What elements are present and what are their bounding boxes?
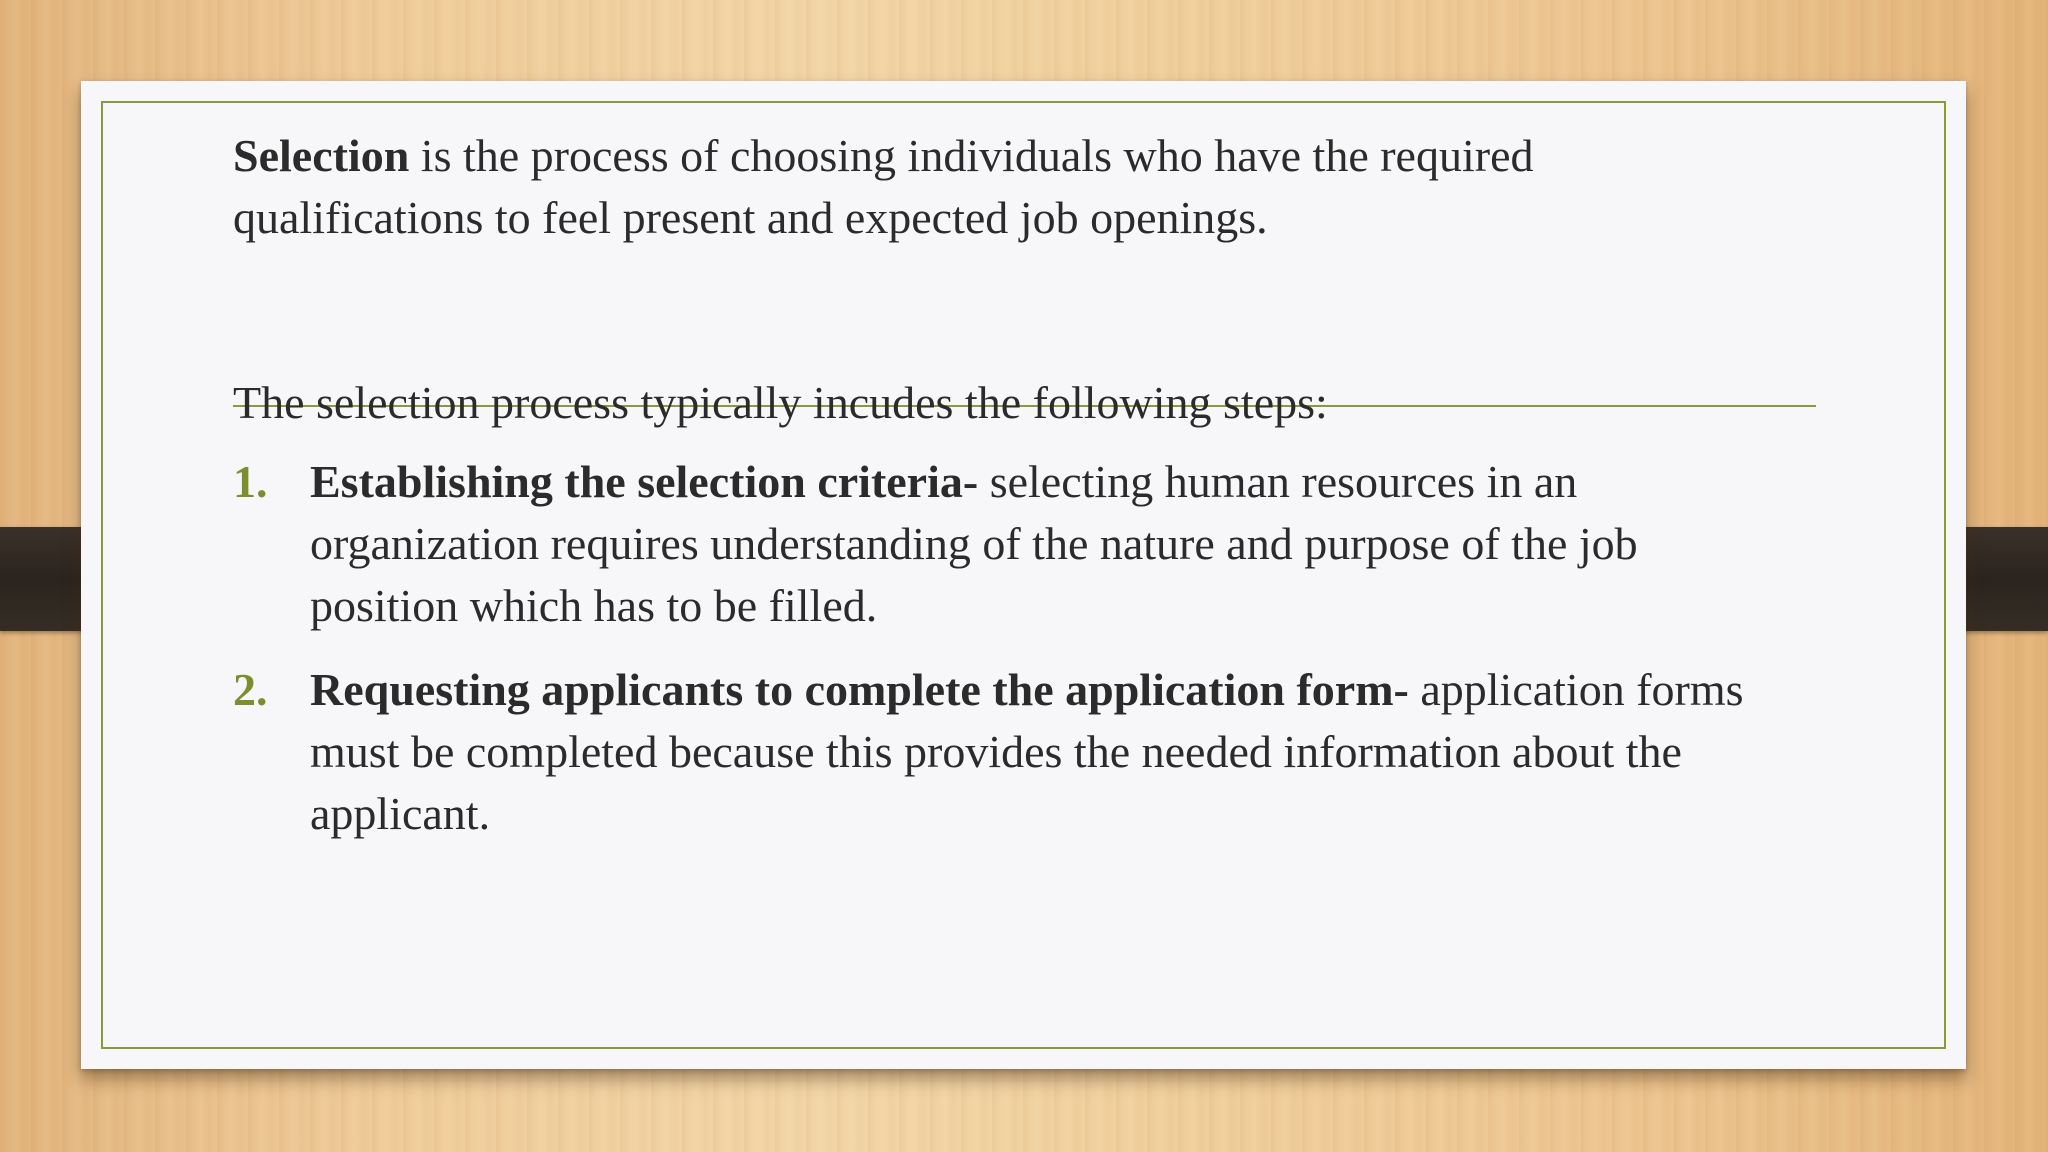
step-number: 1. — [233, 456, 268, 507]
steps-heading: The selection process typically incudes the following steps: — [233, 377, 1328, 428]
step-item-1 — [233, 451, 1793, 637]
step-term: Establishing the selection criteria- — [310, 456, 979, 507]
intro-paragraph — [233, 125, 1793, 249]
slide-card — [81, 81, 1966, 1069]
step-text: selecting human resources in an organization requires understanding of the nature and purpose of the job position which has to be filled. — [310, 456, 1638, 631]
intro-term: Selection — [233, 130, 410, 181]
step-term: Requesting applicants to complete the application form- — [310, 664, 1409, 715]
slide-content — [233, 125, 1793, 867]
step-number: 2. — [233, 664, 268, 715]
step-item-2 — [233, 659, 1793, 845]
intro-text: is the process of choosing individuals who have the required qualifications to feel present and expected job openings. — [233, 130, 1534, 243]
steps-list — [233, 451, 1793, 845]
step-text: application forms must be completed because this provides the needed information about the applicant. — [310, 664, 1744, 839]
